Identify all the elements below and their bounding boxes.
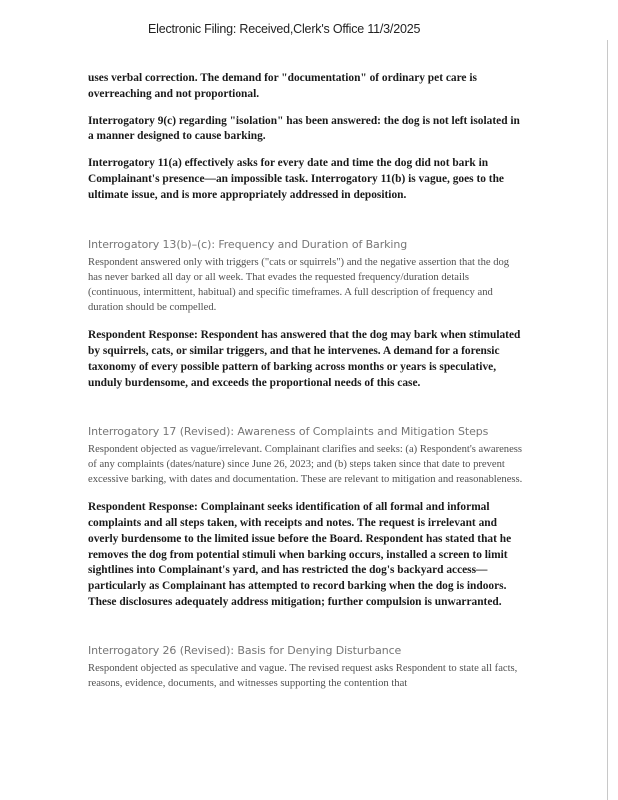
section-spacer [88, 622, 524, 644]
intro-paragraph: Interrogatory 11(a) effectively asks for every date and time the dog did not bark in Complainant's presence—an impossible task. Interrogatory 11(b) is vague, goes to the ultimate issue, and is more appropriately addressed in deposition. [88, 157, 504, 201]
respondent-response: Respondent Response: Respondent has answered that the dog may bark when stimulated by squirrels, cats, or similar triggers, and that he intervenes. A demand for a forensic taxonomy of every possible pattern of barking across months or years is speculative, unduly burdensome, and exceeds the proportional needs of this case. [88, 329, 521, 389]
document-body [88, 71, 524, 704]
section-heading: Interrogatory 26 (Revised): Basis for Denying Disturbance [88, 643, 402, 657]
section-spacer [88, 403, 524, 425]
section-heading: Interrogatory 17 (Revised): Awareness of Complaints and Mitigation Steps [88, 424, 489, 438]
page-edge-line [607, 40, 608, 800]
complainant-text: Respondent objected as speculative and vague. The revised request asks Respondent to state all facts, reasons, evidence, documents, and witnesses supporting the contention that [88, 662, 518, 689]
intro-paragraph: uses verbal correction. The demand for "documentation" of ordinary pet care is overreaching and not proportional. [88, 72, 477, 100]
section-heading: Interrogatory 13(b)–(c): Frequency and Duration of Barking [88, 237, 408, 251]
respondent-response: Respondent Response: Complainant seeks identification of all formal and informal complaints and all steps taken, with receipts and notes. The request is irrelevant and overly burdensome to the limited issue before the Board. Respondent has stated that he removes the dog from potential stimuli when barking occurs, installed a screen to limit sightlines into Complainant's yard, and has restricted the dog's backyard access—particularly as Complainant has attempted to record barking when the dog is indoors. These disclosures adequately address mitigation; further compulsion is unwarranted. [88, 501, 512, 608]
complainant-text: Respondent objected as vague/irrelevant. Complainant clarifies and seeks: (a) Respondent's awareness of any complaints (dates/nature) since June 26, 2023; and (b) steps taken since that date to prevent excessive barking, with dates and documentation. These are relevant to mitigation and reasonableness. [88, 443, 523, 485]
complainant-text: Respondent answered only with triggers ("cats or squirrels") and the negative assertion that the dog has never barked all day or all week. That evades the requested frequency/duration details (continuous, intermittent, habitual) and specific timeframes. A full description of frequency and duration should be compelled. [88, 256, 510, 314]
section-interrogatory-26 [88, 644, 524, 691]
section-interrogatory-17 [88, 425, 524, 611]
filing-stamp: Electronic Filing: Received,Clerk's Office 11/3/2025 [148, 22, 421, 36]
section-spacer [88, 215, 524, 238]
intro-paragraph: Interrogatory 9(c) regarding "isolation" has been answered: the dog is not left isolated in a manner designed to cause barking. [88, 114, 520, 143]
section-interrogatory-13 [88, 238, 524, 392]
